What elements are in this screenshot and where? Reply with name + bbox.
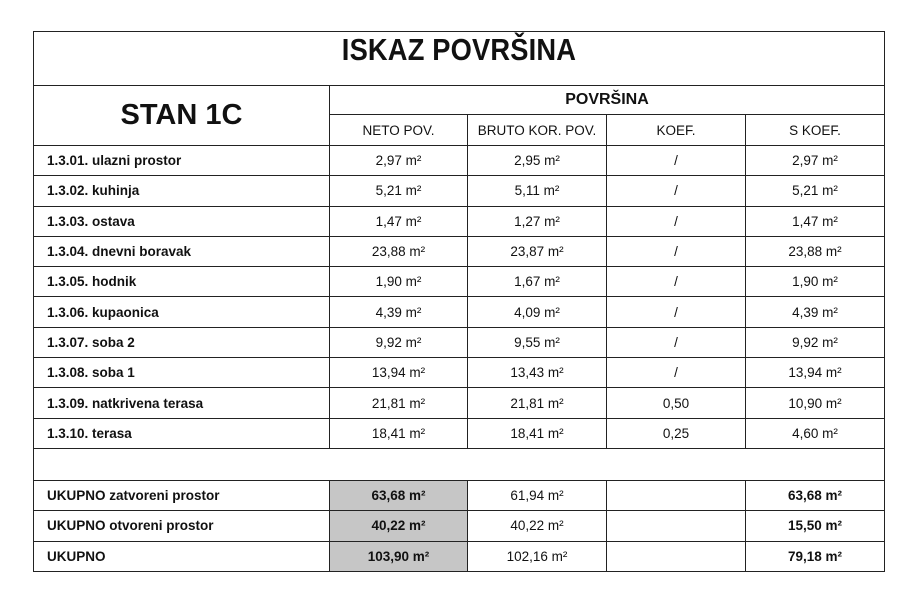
room-label: 1.3.07. soba 2 (34, 327, 330, 357)
cell-skoef: 23,88 m² (746, 236, 885, 266)
table-row (34, 206, 885, 236)
cell-koef: / (607, 358, 746, 388)
column-header-s-koef: S KOEF. (746, 115, 885, 146)
cell-neto: 9,92 m² (330, 327, 468, 357)
cell-bruto: 4,09 m² (468, 297, 607, 327)
cell-koef: 0,50 (607, 388, 746, 418)
room-label: 1.3.05. hodnik (34, 267, 330, 297)
cell-neto: 13,94 m² (330, 358, 468, 388)
total-cell-koef (607, 541, 746, 571)
column-header-neto: NETO POV. (330, 115, 468, 146)
table-row (34, 267, 885, 297)
table-row (34, 418, 885, 448)
cell-neto: 21,81 m² (330, 388, 468, 418)
cell-neto: 23,88 m² (330, 236, 468, 266)
column-header-bruto: BRUTO KOR. POV. (468, 115, 607, 146)
room-label: 1.3.03. ostava (34, 206, 330, 236)
cell-bruto: 21,81 m² (468, 388, 607, 418)
spacer-row (34, 448, 885, 480)
total-label: UKUPNO otvoreni prostor (34, 511, 330, 541)
room-label: 1.3.09. natkrivena terasa (34, 388, 330, 418)
total-row (34, 541, 885, 571)
spacer-cell (34, 448, 885, 480)
page-title: ISKAZ POVRŠINA (341, 32, 577, 67)
room-label: 1.3.01. ulazni prostor (34, 146, 330, 176)
cell-neto: 1,47 m² (330, 206, 468, 236)
cell-bruto: 5,11 m² (468, 176, 607, 206)
total-row (34, 480, 885, 510)
title-cell (34, 32, 885, 86)
total-cell-bruto: 61,94 m² (468, 480, 607, 510)
cell-skoef: 5,21 m² (746, 176, 885, 206)
total-cell-neto: 40,22 m² (330, 511, 468, 541)
total-label: UKUPNO (34, 541, 330, 571)
cell-bruto: 1,27 m² (468, 206, 607, 236)
total-row (34, 511, 885, 541)
total-cell-bruto: 102,16 m² (468, 541, 607, 571)
cell-skoef: 4,39 m² (746, 297, 885, 327)
cell-bruto: 23,87 m² (468, 236, 607, 266)
table-row (34, 327, 885, 357)
total-cell-koef (607, 511, 746, 541)
table-row (34, 146, 885, 176)
cell-bruto: 2,95 m² (468, 146, 607, 176)
cell-neto: 4,39 m² (330, 297, 468, 327)
room-label: 1.3.08. soba 1 (34, 358, 330, 388)
table-row (34, 388, 885, 418)
cell-skoef: 10,90 m² (746, 388, 885, 418)
cell-skoef: 1,47 m² (746, 206, 885, 236)
cell-koef: / (607, 176, 746, 206)
total-cell-skoef: 79,18 m² (746, 541, 885, 571)
room-label: 1.3.06. kupaonica (34, 297, 330, 327)
area-schedule-sheet (33, 31, 884, 575)
cell-neto: 18,41 m² (330, 418, 468, 448)
total-cell-neto: 103,90 m² (330, 541, 468, 571)
cell-neto: 5,21 m² (330, 176, 468, 206)
total-cell-neto: 63,68 m² (330, 480, 468, 510)
table-row (34, 176, 885, 206)
cell-koef: / (607, 267, 746, 297)
cell-koef: 0,25 (607, 418, 746, 448)
cell-koef: / (607, 297, 746, 327)
cell-koef: / (607, 146, 746, 176)
cell-koef: / (607, 236, 746, 266)
table-row (34, 297, 885, 327)
cell-bruto: 9,55 m² (468, 327, 607, 357)
table-row (34, 236, 885, 266)
cell-skoef: 13,94 m² (746, 358, 885, 388)
table-row (34, 358, 885, 388)
total-cell-skoef: 63,68 m² (746, 480, 885, 510)
area-schedule-table (33, 31, 885, 572)
total-cell-koef (607, 480, 746, 510)
group-header: POVRŠINA (330, 86, 885, 115)
total-label: UKUPNO zatvoreni prostor (34, 480, 330, 510)
cell-skoef: 4,60 m² (746, 418, 885, 448)
cell-skoef: 9,92 m² (746, 327, 885, 357)
room-label: 1.3.02. kuhinja (34, 176, 330, 206)
cell-bruto: 1,67 m² (468, 267, 607, 297)
unit-name: STAN 1C (34, 86, 330, 146)
cell-skoef: 1,90 m² (746, 267, 885, 297)
cell-bruto: 18,41 m² (468, 418, 607, 448)
total-cell-bruto: 40,22 m² (468, 511, 607, 541)
cell-koef: / (607, 327, 746, 357)
cell-bruto: 13,43 m² (468, 358, 607, 388)
room-label: 1.3.04. dnevni boravak (34, 236, 330, 266)
cell-skoef: 2,97 m² (746, 146, 885, 176)
cell-neto: 2,97 m² (330, 146, 468, 176)
total-cell-skoef: 15,50 m² (746, 511, 885, 541)
cell-neto: 1,90 m² (330, 267, 468, 297)
column-header-koef: KOEF. (607, 115, 746, 146)
room-label: 1.3.10. terasa (34, 418, 330, 448)
cell-koef: / (607, 206, 746, 236)
